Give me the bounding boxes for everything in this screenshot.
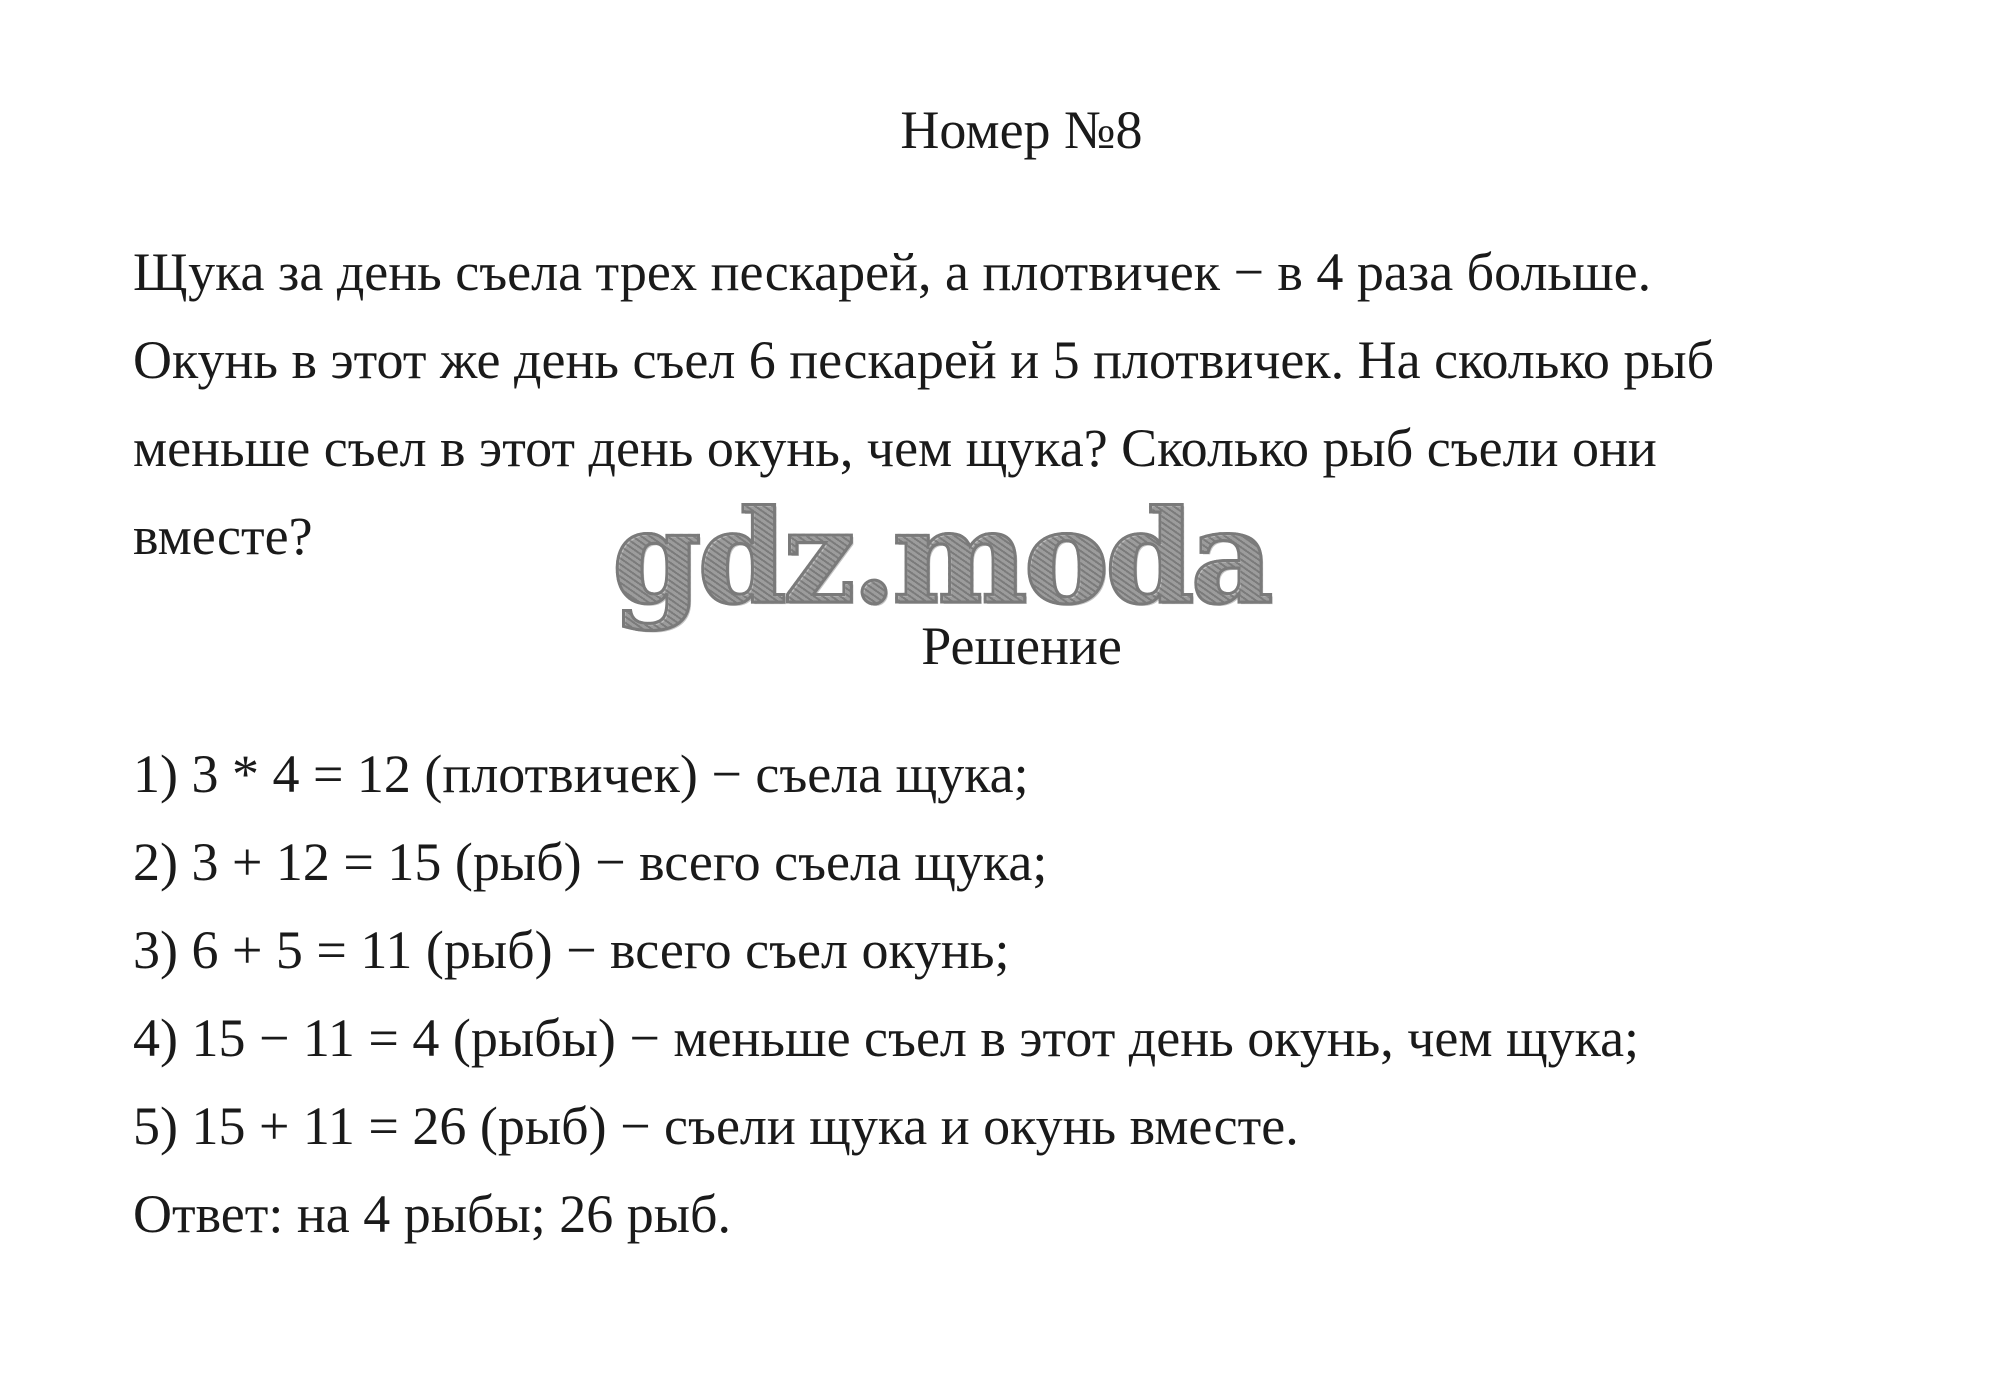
watermark-text: gdz.moda xyxy=(612,483,1270,633)
solution-step: 3) 6 + 5 = 11 (рыб) − всего съел окунь; xyxy=(133,920,1010,980)
problem-line: вместе? xyxy=(133,506,313,566)
solution-steps xyxy=(133,730,1933,1258)
problem-line: Щука за день съела трех пескарей, а плотвичек − в 4 раза больше. xyxy=(133,242,1652,302)
solution-heading: Решение xyxy=(921,616,1122,676)
watermark-logo xyxy=(612,483,1270,633)
solution-step: 1) 3 * 4 = 12 (плотвичек) − съела щука; xyxy=(133,744,1029,804)
page-title: Номер №8 xyxy=(900,100,1143,160)
problem-line: меньше съел в этот день окунь, чем щука? Сколько рыб съели они xyxy=(133,418,1657,478)
problem-line: Окунь в этот же день съел 6 пескарей и 5 плотвичек. На сколько рыб xyxy=(133,330,1715,390)
answer-line: Ответ: на 4 рыбы; 26 рыб. xyxy=(133,1184,732,1244)
solution-step: 4) 15 − 11 = 4 (рыбы) − меньше съел в этот день окунь, чем щука; xyxy=(133,1008,1640,1068)
solution-step: 2) 3 + 12 = 15 (рыб) − всего съела щука; xyxy=(133,832,1048,892)
solution-step: 5) 15 + 11 = 26 (рыб) − съели щука и окунь вместе. xyxy=(133,1096,1299,1156)
